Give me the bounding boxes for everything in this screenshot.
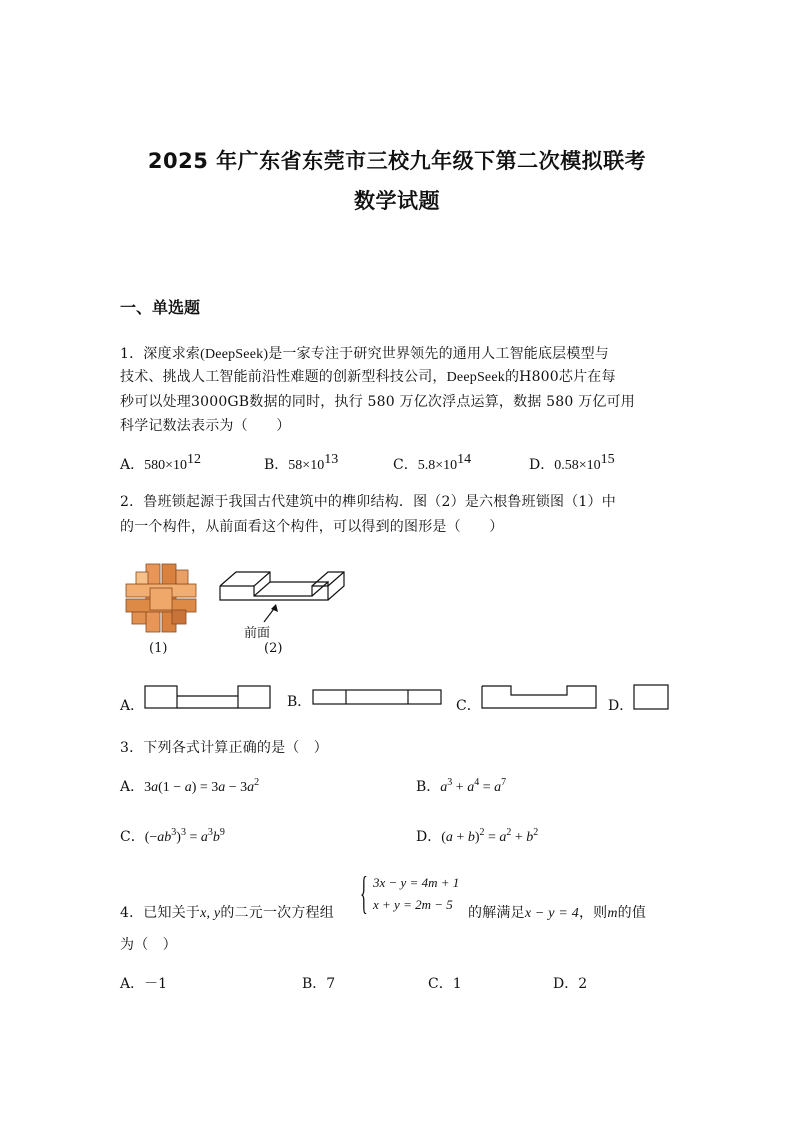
- q2-option-b-label[interactable]: B．: [287, 694, 312, 710]
- front-label: 前面: [244, 626, 271, 641]
- q1-option-d-base: 0.58×10: [554, 458, 601, 473]
- q1-line1: [120, 343, 609, 363]
- q1-option-b-label: B．: [264, 457, 289, 473]
- q1-line1-text-a: 1．深度求索: [120, 346, 201, 362]
- q4-option-b[interactable]: B．7: [302, 976, 336, 992]
- q2-option-a-figure[interactable]: [144, 685, 272, 709]
- luban-lock-image: [124, 562, 198, 634]
- q1-option-a-exp: 12: [187, 452, 202, 467]
- q3-stem: 3．下列各式计算正确的是（ ）: [120, 740, 328, 756]
- q3-option-c-expr: $(-ab^3)^3 = a^3b^9$: [144, 827, 225, 845]
- q3-option-d[interactable]: [416, 826, 538, 846]
- q1-option-c[interactable]: [393, 454, 471, 474]
- q4-stem-d: ，则: [578, 905, 608, 921]
- q1-line1-text-b: 是一家专注于研究世界领先的通用人工智能底层模型与: [268, 346, 609, 362]
- q4-stem-b: 的二元一次方程组: [220, 905, 334, 921]
- q2-line1: 2．鲁班锁起源于我国古代建筑中的榫卯结构．图（2）是六根鲁班锁图（1）中: [120, 494, 616, 510]
- q2-option-b-figure[interactable]: [312, 689, 442, 705]
- q3-option-c-label: C．: [120, 829, 145, 845]
- q4-condition: x − y = 4: [524, 906, 579, 921]
- q4-stem-c: 的解满足: [468, 905, 525, 921]
- q1-line2-math: DeepSeek: [446, 370, 505, 385]
- q4-option-a[interactable]: A．－1: [120, 976, 168, 992]
- block-component-drawing: [216, 566, 348, 646]
- q1-line2-text-b: 的H800芯片在每: [504, 369, 616, 385]
- q4-stem-e: 的值: [617, 905, 647, 921]
- q4-stem-a: 4．已知关于: [120, 905, 201, 921]
- q1-option-a-label: A．: [120, 457, 145, 473]
- q1-option-b-base: 58×10: [288, 458, 325, 473]
- q4-option-d[interactable]: D．2: [553, 976, 588, 992]
- figure1-caption: (1): [149, 641, 168, 656]
- q4-equation-2: x + y = 2m − 5: [373, 897, 453, 912]
- q2-option-c-label[interactable]: C．: [456, 698, 481, 714]
- q3-option-a-label: A．: [120, 779, 145, 795]
- q1-option-c-label: C．: [393, 457, 418, 473]
- q4-stem-line2: 为（ ）: [120, 937, 177, 953]
- q3-option-b-label: B．: [416, 779, 441, 795]
- q4-stem-part2: [468, 902, 646, 922]
- page-title-line1: 2025 年广东省东莞市三校九年级下第二次模拟联考: [147, 149, 647, 173]
- q3-option-a-expr: $3a(1 - a) = 3a - 3a^2$: [144, 777, 260, 795]
- q1-line3: 秒可以处理3000GB数据的同时，执行 580 万亿次浮点运算，数据 580 万亿可用: [120, 394, 635, 410]
- q4-stem-vars: x, y: [200, 906, 221, 921]
- q1-option-a-base: 580×10: [144, 458, 188, 473]
- q4-option-c[interactable]: C．1: [428, 976, 462, 992]
- q4-system: [373, 872, 459, 916]
- q4-stem-part1: [120, 902, 334, 922]
- q1-line2-text-a: 技术、挑战人工智能前沿性难题的创新型科技公司，: [120, 369, 447, 385]
- section-heading: 一、单选题: [120, 298, 201, 317]
- q1-option-b-exp: 13: [324, 452, 339, 467]
- q3-option-b-expr: $a^3 + a^4 = a^7$: [440, 777, 507, 795]
- q1-option-c-base: 5.8×10: [417, 458, 458, 473]
- q3-option-c[interactable]: [120, 826, 225, 846]
- q1-line4: 科学记数法表示为（ ）: [120, 418, 291, 434]
- q1-option-d[interactable]: [529, 454, 615, 474]
- q1-option-b[interactable]: [264, 454, 338, 474]
- q4-stem-m: m: [607, 906, 618, 921]
- q1-line2: [120, 366, 616, 386]
- q1-option-d-exp: 15: [600, 452, 615, 467]
- q3-option-b[interactable]: [416, 776, 506, 796]
- q2-option-d-label[interactable]: D．: [608, 698, 634, 714]
- q3-option-a[interactable]: [120, 776, 259, 796]
- q1-option-c-exp: 14: [457, 452, 472, 467]
- q1-option-a[interactable]: [120, 454, 201, 474]
- q2-option-d-figure[interactable]: [633, 684, 669, 710]
- q4-equation-1: 3x − y = 4m + 1: [373, 875, 460, 890]
- q2-option-c-figure[interactable]: [481, 685, 597, 709]
- q2-line2: 的一个构件，从前面看这个构件，可以得到的图形是（ ）: [120, 519, 504, 535]
- page-title-line2: 数学试题: [354, 189, 440, 213]
- q2-option-a-label[interactable]: A．: [120, 698, 145, 714]
- q4-system-brace: {: [360, 867, 368, 918]
- q3-option-d-label: D．: [416, 829, 442, 845]
- q1-option-d-label: D．: [529, 457, 555, 473]
- q3-option-d-expr: $(a + b)^2 = a^2 + b^2$: [441, 827, 539, 845]
- figure2-caption: (2): [264, 641, 283, 656]
- q1-line1-math: (DeepSeek): [200, 347, 269, 362]
